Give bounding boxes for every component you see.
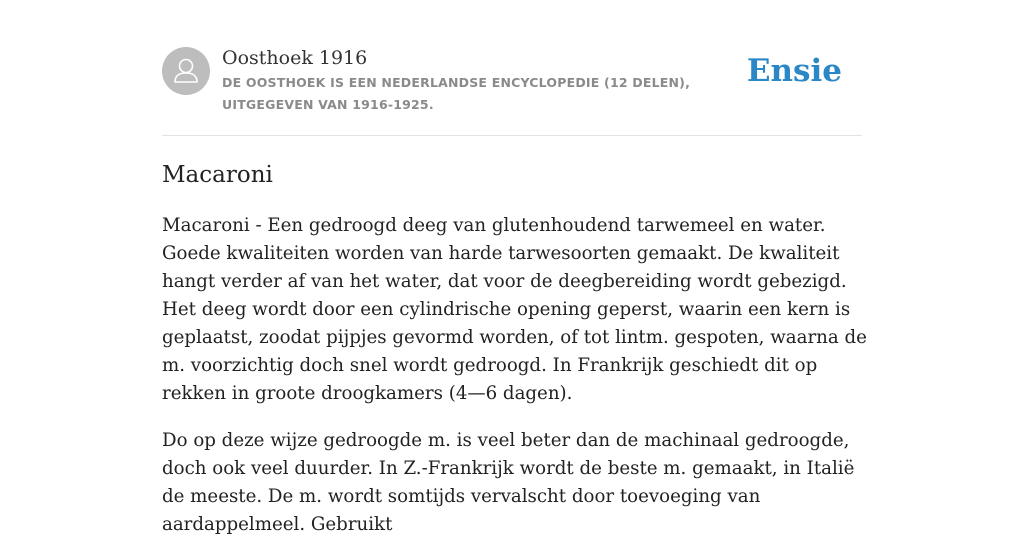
article-paragraph: Macaroni - Een gedroogd deeg van glutenhoudend tarwemeel en water. Goede kwaliteiten worden van harde tarwesoorten gemaakt. De kwaliteit hangt verder af van het water, dat voor de deegbereiding wordt gebezigd. Het deeg wordt door een cylindrische opening geperst, waarin een kern is geplaatst, zoodat pijpjes gevormd worden, of tot lintm. gespoten, waarna de m. voorzichtig doch snel wordt gedroogd. In Frankrijk geschiedt dit op rekken in groote droogkamers (4—6 dagen). [162,215,867,404]
article-paragraph: Do op deze wijze gedroogde m. is veel beter dan de machinaal gedroogde, doch ook veel duurder. In Z.-Frankrijk wordt de beste m. gemaakt, in Italië de meeste. De m. wordt somtijds vervalscht door toevoeging van aardappelmeel. Gebruikt [162,430,855,535]
source-description: DE OOSTHOEK IS EEN NEDERLANDSE ENCYCLOPEDIE (12 DELEN), UITGEGEVEN VAN 1916-1925. [222,75,691,112]
ensie-logo[interactable]: Ensie [746,53,842,89]
user-icon [162,47,210,95]
source-header [162,45,862,135]
article-title: Macaroni [162,162,273,188]
avatar[interactable] [162,47,210,95]
article-body [162,212,867,558]
source-title[interactable]: Oosthoek 1916 [222,47,368,69]
header-divider [162,135,862,136]
